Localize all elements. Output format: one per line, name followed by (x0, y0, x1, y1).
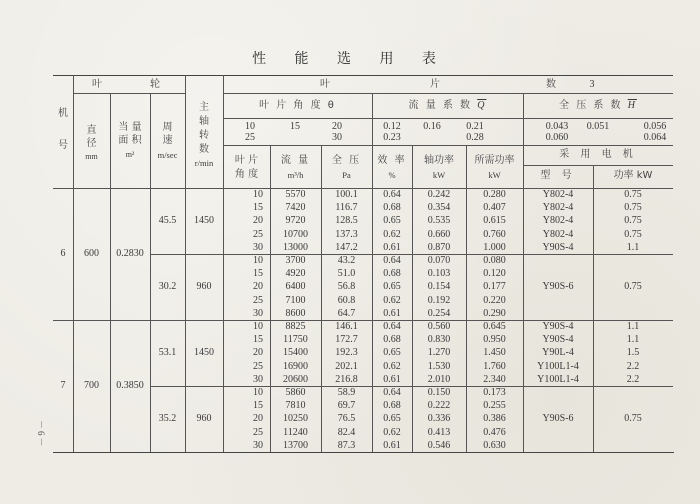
blade-angle: 15 (253, 334, 263, 346)
tip-speed: 30.2 (158, 281, 177, 292)
tip-speed: 53.1 (158, 347, 177, 358)
page-title: 性 能 选 用 表 (252, 51, 448, 67)
shaft-power: 0.103 (427, 268, 451, 280)
required-power: 0.220 (483, 294, 506, 306)
total-pressure: 128.5 (335, 215, 358, 227)
shaft-speed-header: 轴 (199, 116, 209, 127)
required-power: 0.950 (483, 334, 506, 346)
flow-coef-header: 流 量 系 数 $\overline{Q}$ (408, 100, 487, 111)
angle-value: 20 (332, 121, 342, 132)
shaft-rpm: 1450 (194, 347, 214, 358)
required-power: 0.080 (483, 255, 506, 266)
flow-rate: 11240 (283, 426, 308, 438)
flow-coef-value: 0.16 (423, 121, 441, 132)
impeller-diameter: 600 (84, 248, 99, 259)
pressure-coef-value: 0.056 (643, 121, 667, 132)
total-pressure: 202.1 (335, 360, 358, 372)
motor-power: 0.75 (624, 215, 642, 227)
pressure-coef-header: 全 压 系 数 $\overline{H}$ (559, 100, 637, 111)
motor-power: 2.2 (626, 360, 640, 372)
total-pressure: 147.2 (335, 241, 358, 253)
total-pressure: 146.1 (335, 321, 358, 332)
blade-angle: 25 (253, 426, 263, 438)
required-power: 2.340 (483, 373, 506, 385)
flow-rate: 6400 (285, 281, 306, 293)
tip-speed: 45.5 (158, 215, 177, 226)
shaft-power: 0.222 (427, 400, 451, 412)
motor-power: 1.1 (626, 321, 640, 332)
table-bottom-border (53, 452, 674, 453)
required-power: 1.450 (483, 347, 506, 359)
shaft-speed-header: 数 (199, 144, 209, 155)
table-rule (73, 93, 185, 94)
blade-count-header: 叶 (320, 79, 330, 90)
efficiency: 0.61 (383, 373, 401, 385)
flow-coef-value: 0.28 (466, 132, 484, 143)
required-power: 0.177 (483, 281, 506, 293)
required-power: 0.407 (483, 202, 506, 214)
blade-angle: 25 (253, 294, 263, 306)
blade-angle: 15 (253, 400, 263, 412)
shaft-power: 0.546 (427, 439, 451, 451)
blade-count-header: 片 (430, 79, 440, 90)
pressure-coef-value: 0.060 (545, 132, 569, 143)
motor-power: 0.75 (624, 228, 642, 240)
blade-angle: 20 (253, 347, 263, 359)
blade-angle: 25 (253, 228, 263, 240)
blade-count-header: 数 (546, 79, 556, 90)
total-pressure: 60.8 (337, 294, 356, 306)
blade-angle: 10 (253, 321, 263, 332)
col-motor-power-header: 功率 kW (613, 170, 653, 181)
required-power: 0.280 (483, 189, 506, 200)
machine-no: 6 (60, 248, 66, 259)
total-pressure: 82.4 (337, 426, 356, 438)
motor-model: Y90S-6 (542, 281, 574, 292)
col-flow-unit: m³/h (287, 170, 304, 180)
motor-power: 0.75 (624, 413, 642, 424)
angle-value: 25 (245, 132, 255, 143)
total-pressure: 116.7 (335, 202, 358, 214)
impeller-header: 叶 (92, 79, 102, 90)
col-motor-header: 采 用 电 机 (559, 149, 637, 160)
total-pressure: 56.8 (337, 281, 356, 293)
pressure-coef-value: 0.051 (586, 121, 610, 132)
col-pressure-unit: Pa (342, 170, 351, 180)
total-pressure: 137.3 (335, 228, 358, 240)
motor-power: 1.1 (626, 334, 640, 346)
efficiency: 0.61 (383, 307, 401, 319)
blade-angle: 30 (253, 241, 263, 253)
machine-no: 7 (60, 380, 66, 391)
motor-power: 1.5 (626, 347, 640, 359)
motor-power: 0.75 (624, 189, 642, 200)
total-pressure: 100.1 (335, 189, 358, 200)
col-angle-header: 角 度 (234, 169, 259, 180)
shaft-rpm: 960 (196, 413, 212, 424)
required-power: 0.255 (483, 400, 506, 412)
page-number: －6－ (36, 420, 46, 449)
col-angle-header: 叶 片 (234, 155, 259, 166)
flow-rate: 9720 (285, 215, 306, 227)
equivalent-area: 0.2830 (116, 248, 144, 259)
flow-rate: 7810 (285, 400, 306, 412)
table-rule (223, 118, 673, 119)
motor-model: Y90L-4 (542, 347, 574, 359)
angle-value: 30 (332, 132, 342, 143)
motor-power: 1.1 (626, 241, 640, 253)
motor-model: Y90S-4 (542, 321, 574, 332)
efficiency: 0.65 (383, 281, 401, 293)
blade-count-value: 3 (589, 79, 595, 90)
flow-rate: 8825 (285, 321, 306, 332)
flow-rate: 13700 (283, 439, 308, 451)
required-power: 0.630 (483, 439, 506, 451)
flow-coef-value: 0.23 (383, 132, 401, 143)
efficiency: 0.68 (383, 400, 401, 412)
required-power: 0.386 (483, 413, 506, 425)
impeller-header: 轮 (150, 79, 160, 90)
angle-value: 10 (245, 121, 255, 132)
efficiency: 0.65 (383, 413, 401, 425)
motor-model: Y100L1-4 (537, 360, 579, 372)
tip-speed-header: 速 (162, 135, 173, 146)
motor-model: Y802-4 (542, 228, 574, 240)
flow-rate: 3700 (285, 255, 306, 266)
motor-model: Y90S-4 (542, 334, 574, 346)
pressure-coef-value: 0.043 (545, 121, 569, 132)
blade-angle: 20 (253, 413, 263, 425)
pressure-coef-value: 0.064 (643, 132, 667, 143)
required-power: 1.760 (483, 360, 506, 372)
flow-rate: 11750 (283, 334, 308, 346)
shaft-power: 0.070 (427, 255, 451, 266)
flow-rate: 10250 (283, 413, 308, 425)
col-pressure-header: 全 压 (331, 155, 362, 166)
shaft-power: 0.354 (427, 202, 451, 214)
blade-angle: 10 (253, 255, 263, 266)
shaft-power: 0.336 (427, 413, 451, 425)
col-shaft-power-header: 轴功率 (424, 155, 454, 166)
required-power: 0.476 (483, 426, 506, 438)
tip-speed-header: 周 (162, 122, 173, 133)
shaft-power: 0.154 (427, 281, 451, 293)
area-header: 当 量 (118, 122, 142, 133)
flow-rate: 7100 (285, 294, 306, 306)
tip-speed-unit: m/sec (157, 150, 178, 160)
area-header: 面 积 (118, 135, 142, 146)
impeller-diameter: 700 (84, 380, 99, 391)
flow-rate: 4920 (285, 268, 306, 280)
blade-angle: 30 (253, 439, 263, 451)
col-flow-header: 流 量 (280, 155, 311, 166)
required-power: 0.615 (483, 215, 506, 227)
total-pressure: 172.7 (335, 334, 358, 346)
diameter-header: 径 (86, 138, 97, 149)
efficiency: 0.64 (383, 189, 401, 200)
shaft-power: 0.254 (427, 307, 451, 319)
blade-angle: 10 (253, 387, 263, 398)
efficiency: 0.68 (383, 202, 401, 214)
flow-rate: 7420 (285, 202, 306, 214)
shaft-power: 0.870 (427, 241, 451, 253)
table-rule (523, 165, 673, 166)
blade-angle: 30 (253, 307, 263, 319)
shaft-power: 2.010 (427, 373, 451, 385)
motor-model: Y802-4 (542, 189, 574, 200)
motor-model: Y802-4 (542, 202, 574, 214)
efficiency: 0.64 (383, 255, 401, 266)
blade-angle: 30 (253, 373, 263, 385)
flow-rate: 5860 (285, 387, 306, 398)
total-pressure: 87.3 (337, 439, 356, 451)
shaft-speed-header: 转 (199, 130, 209, 141)
motor-model: Y100L1-4 (537, 373, 579, 385)
flow-rate: 15400 (283, 347, 308, 359)
shaft-power: 1.270 (427, 347, 451, 359)
shaft-power: 1.530 (427, 360, 451, 372)
total-pressure: 64.7 (337, 307, 356, 319)
col-motor-model-header: 型 号 (540, 170, 576, 181)
shaft-rpm: 960 (196, 281, 212, 292)
pressure-coef-symbol: $\overline{H}$ (627, 100, 637, 111)
equivalent-area: 0.3850 (116, 380, 144, 391)
machine-no-header: 号 (58, 140, 68, 151)
shaft-power: 0.560 (427, 321, 451, 332)
flow-rate: 10700 (283, 228, 308, 240)
flow-coef-value: 0.12 (383, 121, 401, 132)
total-pressure: 58.9 (337, 387, 356, 398)
efficiency: 0.65 (383, 215, 401, 227)
total-pressure: 76.5 (337, 413, 356, 425)
flow-rate: 16900 (283, 360, 308, 372)
motor-power: 2.2 (626, 373, 640, 385)
shaft-power: 0.660 (427, 228, 451, 240)
total-pressure: 51.0 (337, 268, 356, 280)
required-power: 0.120 (483, 268, 506, 280)
blade-angle: 15 (253, 202, 263, 214)
flow-coef-value: 0.21 (466, 121, 484, 132)
shaft-power: 0.413 (427, 426, 451, 438)
efficiency: 0.62 (383, 426, 401, 438)
tip-speed: 35.2 (158, 413, 177, 424)
efficiency: 0.62 (383, 360, 401, 372)
efficiency: 0.62 (383, 228, 401, 240)
shaft-power: 0.150 (427, 387, 451, 398)
diameter-header: 直 (86, 125, 97, 136)
flow-rate: 5570 (285, 189, 306, 200)
blade-angle: 25 (253, 360, 263, 372)
shaft-power: 0.192 (427, 294, 451, 306)
required-power: 0.760 (483, 228, 506, 240)
shaft-speed-unit: r/min (194, 158, 214, 168)
efficiency: 0.61 (383, 439, 401, 451)
required-power: 0.645 (483, 321, 506, 332)
motor-model: Y90S-6 (542, 413, 574, 424)
col-eff-unit: % (388, 170, 396, 180)
motor-model: Y802-4 (542, 215, 574, 227)
required-power: 0.173 (483, 387, 506, 398)
efficiency: 0.65 (383, 347, 401, 359)
col-eff-header: 效 率 (377, 155, 407, 166)
motor-model: Y90S-4 (542, 241, 574, 253)
motor-power: 0.75 (624, 281, 642, 292)
shaft-rpm: 1450 (194, 215, 214, 226)
machine-no-header: 机 (58, 108, 68, 119)
efficiency: 0.64 (383, 321, 401, 332)
table-rule (223, 93, 673, 94)
table-rule (223, 145, 673, 146)
table-rule (223, 75, 224, 452)
area-unit: m² (125, 150, 135, 159)
col-req-power-header: 所需功率 (474, 155, 515, 166)
angle-value: 15 (290, 121, 300, 132)
motor-power: 0.75 (624, 202, 642, 214)
efficiency: 0.64 (383, 387, 401, 398)
shaft-power: 0.242 (427, 189, 451, 200)
shaft-speed-header: 主 (199, 102, 209, 113)
shaft-power: 0.830 (427, 334, 451, 346)
diameter-unit: mm (85, 152, 98, 161)
total-pressure: 192.3 (335, 347, 358, 359)
blade-angle: 15 (253, 268, 263, 280)
blade-angle: 20 (253, 281, 263, 293)
required-power: 1.000 (483, 241, 506, 253)
col-req-power-unit: kW (488, 170, 501, 180)
blade-angle: 20 (253, 215, 263, 227)
flow-rate: 20600 (283, 373, 308, 385)
flow-rate: 8600 (285, 307, 306, 319)
flow-coef-symbol: $\overline{Q}$ (477, 100, 487, 111)
col-shaft-power-unit: kW (432, 170, 446, 180)
total-pressure: 216.8 (335, 373, 358, 385)
efficiency: 0.62 (383, 294, 401, 306)
shaft-power: 0.535 (427, 215, 451, 227)
efficiency: 0.61 (383, 241, 401, 253)
table-top-border (53, 75, 673, 76)
required-power: 0.290 (483, 307, 506, 319)
efficiency: 0.68 (383, 268, 401, 280)
blade-angle-header: 叶 片 角 度 θ (259, 100, 336, 111)
blade-angle: 10 (253, 189, 263, 200)
efficiency: 0.68 (383, 334, 401, 346)
total-pressure: 43.2 (337, 255, 356, 266)
flow-rate: 13000 (283, 241, 308, 253)
total-pressure: 69.7 (337, 400, 356, 412)
